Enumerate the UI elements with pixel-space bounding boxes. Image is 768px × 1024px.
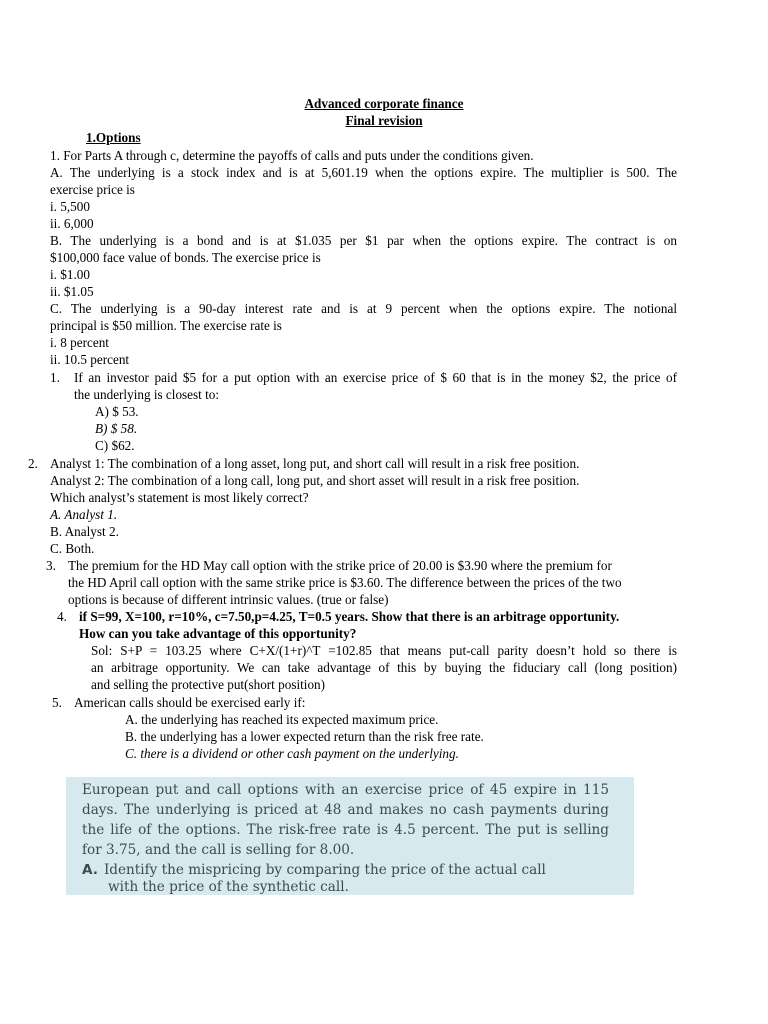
q4-solution-2: an arbitrage opportunity. We can take advantage of this by buying the fiduciary call (long position)	[91, 660, 677, 675]
q1-answer-b: B) $ 58.	[95, 421, 138, 436]
q4-solution-1: Sol: S+P = 103.25 where C+X/(1+r)^T =102.85 that means put-call parity doesn’t hold so there is	[91, 643, 677, 658]
q5-answer-b: B. the underlying has a lower expected return than the risk free rate.	[125, 729, 484, 744]
excerpt-line-3: the life of the options. The risk-free rate is 4.5 percent. The put is selling	[82, 822, 609, 838]
intro-text: 1. For Parts A through c, determine the payoffs of calls and puts under the conditions given.	[50, 148, 534, 163]
textbook-excerpt-box	[66, 777, 634, 895]
excerpt-line-2: days. The underlying is priced at 48 and makes no cash payments during	[82, 802, 609, 818]
part-b-line-2: $100,000 face value of bonds. The exercise price is	[50, 250, 321, 265]
q1-number: 1.	[50, 370, 60, 385]
q5-number: 5.	[52, 695, 62, 710]
q4-line-2: How can you take advantage of this opportunity?	[79, 626, 357, 641]
part-a-option-2: ii. 6,000	[50, 216, 94, 231]
doc-title: Advanced corporate finance	[304, 96, 464, 111]
q4-solution-3: and selling the protective put(short position)	[91, 677, 326, 692]
part-c-option-2: ii. 10.5 percent	[50, 352, 130, 367]
q2-line-3: Which analyst’s statement is most likely correct?	[50, 490, 309, 505]
part-b-option-1: i. $1.00	[50, 267, 90, 282]
q4-line-1: if S=99, X=100, r=10%, c=7.50,p=4.25, T=0.5 years. Show that there is an arbitrage opportunity.	[79, 609, 620, 624]
part-a-line-2: exercise price is	[50, 182, 135, 197]
q4-number: 4.	[57, 609, 67, 624]
q1-answer-a: A) $ 53.	[95, 404, 139, 419]
part-b-option-2: ii. $1.05	[50, 284, 94, 299]
q2-line-2: Analyst 2: The combination of a long call, long put, and short asset will result in a risk free position.	[50, 473, 580, 488]
q1-line-1: If an investor paid $5 for a put option with an exercise price of $ 60 that is in the money $2, the price of	[74, 370, 677, 385]
part-c-line-1: C. The underlying is a 90-day interest rate and is at 9 percent when the options expire. The notional	[50, 301, 677, 316]
part-a-line-1: A. The underlying is a stock index and is at 5,601.19 when the options expire. The multiplier is 500. The	[50, 165, 677, 180]
q1-line-2: the underlying is closest to:	[74, 387, 220, 402]
excerpt-line-1: European put and call options with an exercise price of 45 expire in 115	[82, 782, 609, 798]
part-c-option-1: i. 8 percent	[50, 335, 109, 350]
q2-answer-b: B. Analyst 2.	[50, 524, 119, 539]
doc-subtitle: Final revision	[345, 113, 423, 128]
q5-line-1: American calls should be exercised early if:	[74, 695, 306, 710]
q2-number: 2.	[28, 456, 38, 471]
part-b-line-1: B. The underlying is a bond and is at $1.035 per $1 par when the options expire. The contract is on	[50, 233, 677, 248]
section-heading	[86, 129, 141, 146]
excerpt-line-4: for 3.75, and the call is selling for 8.00.	[82, 842, 355, 858]
q1-answer-c: C) $62.	[95, 438, 135, 453]
q3-number: 3.	[46, 558, 56, 573]
q2-answer-a: A. Analyst 1.	[50, 507, 118, 522]
excerpt-part-a-line-1: Identify the mispricing by comparing the price of the actual call	[103, 862, 546, 878]
q2-line-1: Analyst 1: The combination of a long asset, long put, and short call will result in a risk free position.	[50, 456, 580, 471]
q5-answer-a: A. the underlying has reached its expected maximum price.	[125, 712, 439, 727]
excerpt-part-a-line-2: with the price of the synthetic call.	[108, 879, 349, 895]
q2-answer-c: C. Both.	[50, 541, 95, 556]
part-a-option-1: i. 5,500	[50, 199, 90, 214]
excerpt-part-a-label: A.	[82, 862, 98, 878]
q3-line-2: the HD April call option with the same strike price is $3.60. The difference between the prices of the two	[68, 575, 622, 590]
part-c-line-2: principal is $50 million. The exercise rate is	[50, 318, 282, 333]
q3-line-3: options is because of different intrinsic values. (true or false)	[68, 592, 389, 607]
section-heading-text: 1.Options	[86, 130, 141, 145]
q3-line-1: The premium for the HD May call option with the strike price of 20.00 is $3.90 where the premium for	[68, 558, 612, 573]
q5-answer-c: C. there is a dividend or other cash payment on the underlying.	[125, 746, 459, 761]
